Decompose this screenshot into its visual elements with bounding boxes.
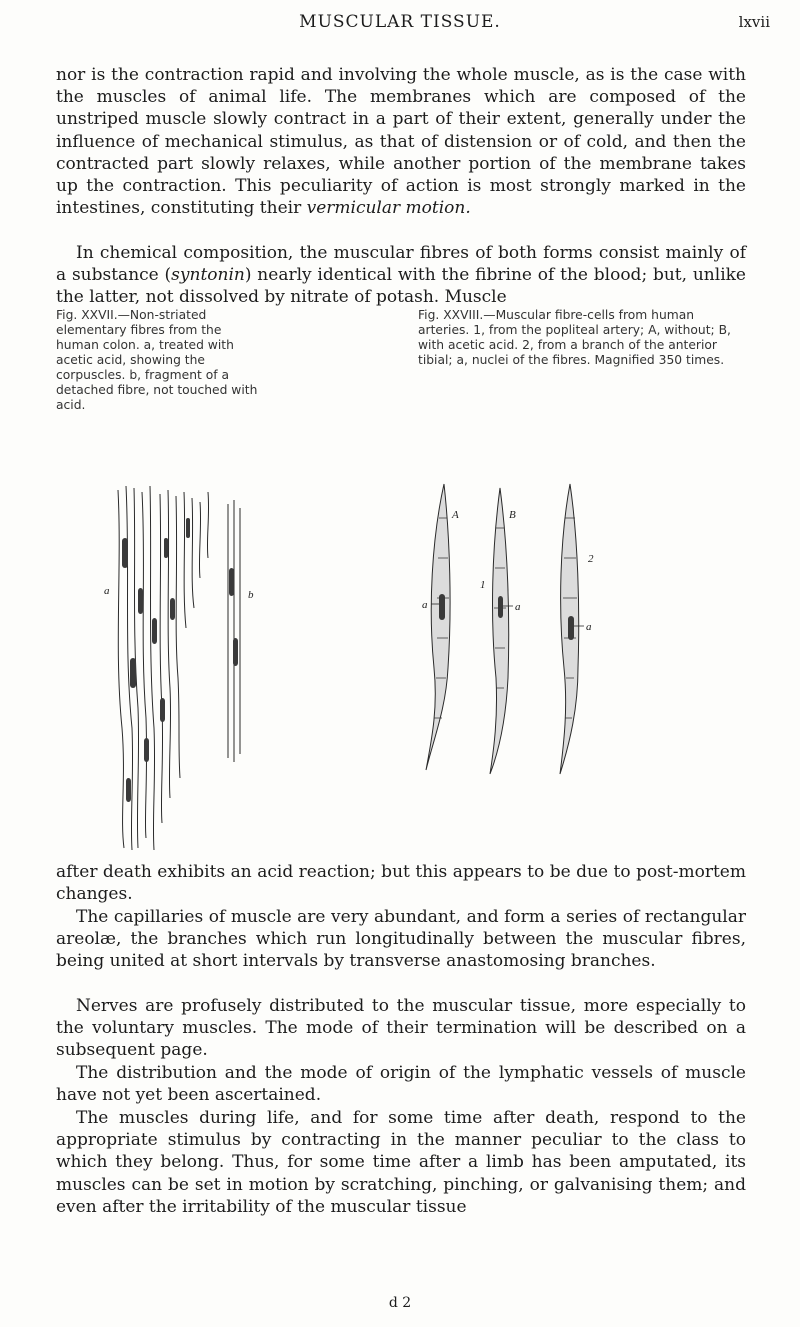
fig28-label-a-nucleus-3: a — [586, 621, 592, 633]
signature-mark: d 2 — [388, 1295, 412, 1311]
para2-emphasis: syntonin — [171, 265, 245, 286]
running-head: MUSCULAR TISSUE. — [299, 12, 501, 32]
fig27-label-a: a — [104, 585, 110, 597]
para2-text-a: In chemical composition, the muscular fibres of both forms consist mainly of a substance ( — [56, 243, 746, 286]
fig28-caption: Fig. XXVIII.—Muscular fibre-cells from human arteries. 1, from the popliteal artery; A, without; B, with acetic acid. 2, from a branch of the anterior tibial; a, nuclei of the fibres. Magnified 350 times. — [418, 308, 731, 367]
fig27-label-b: b — [248, 589, 254, 601]
para2-text-b: ) nearly identical with the fibrine of the blood; but, unlike the latter, not dissolved by nitrate of potash. Muscle — [56, 265, 746, 308]
fig28-label-A: A — [452, 509, 459, 521]
fig28-label-a-nucleus-1: a — [422, 599, 428, 611]
fig28-illustration — [410, 478, 620, 778]
fig28-label-a-nucleus-2: a — [515, 601, 521, 613]
body-paragraph-6: The distribution and the mode of origin of the lymphatic vessels of muscle have not yet been ascertained. — [56, 1063, 746, 1106]
fig28-label-2: 2 — [588, 553, 594, 565]
body-paragraph-2 — [56, 242, 746, 309]
fig28-label-1: 1 — [480, 579, 486, 591]
fig27-illustration — [100, 478, 280, 853]
page-number: lxvii — [738, 13, 770, 31]
body-paragraph-7: The muscles during life, and for some time after death, respond to the appropriate stimulus by contracting in the manner peculiar to the class to which they belong. Thus, for some time after a limb has been amputated, its muscles can be set in motion by scratching, pinching, or galvanising them; and even after the irritability of the muscular tissue — [56, 1108, 746, 1217]
body-paragraph-4: The capillaries of muscle are very abundant, and form a series of rectangular areolæ, the branches which run longitudinally between the muscular fibres, being united at short intervals by transverse anastomosing branches. — [56, 907, 746, 972]
body-paragraph-3: after death exhibits an acid reaction; but this appears to be due to post-mortem changes. — [56, 862, 746, 905]
fig28-label-B: B — [509, 509, 516, 521]
body-paragraph-1 — [56, 64, 746, 219]
para1-emphasis: vermicular motion. — [306, 198, 471, 219]
page-header — [0, 10, 800, 36]
fig27-caption: Fig. XXVII.—Non-striated elementary fibres from the human colon. a, treated with acetic acid, showing the corpuscles. b, fragment of a detached fibre, not touched with acid. — [56, 308, 258, 412]
body-paragraph-5: Nerves are profusely distributed to the muscular tissue, more especially to the voluntary muscles. The mode of their termination will be described on a subsequent page. — [56, 996, 746, 1061]
para1-text: nor is the contraction rapid and involving the whole muscle, as is the case with the muscles of animal life. The membranes which are composed of the unstriped muscle slowly contract in a part of their extent, generally under the influence of mechanical stimulus, as that of distension or of cold, and then the contracted part slowly relaxes, while another portion of the membrane takes up the contraction. This peculiarity of action is most strongly marked in the intestines, constituting their — [56, 65, 746, 219]
